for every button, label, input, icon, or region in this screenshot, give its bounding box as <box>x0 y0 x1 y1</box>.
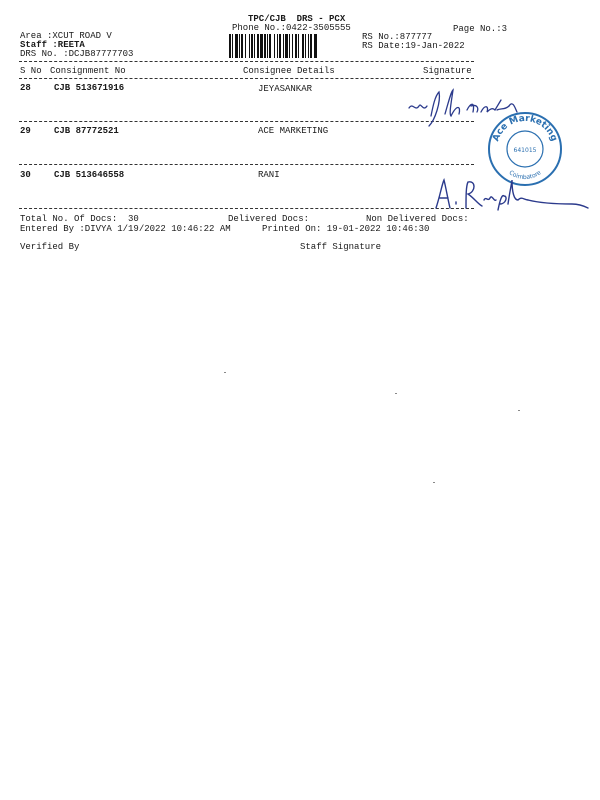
svg-text:Ace Marketing <box>491 114 558 143</box>
column-header-signature: Signature <box>423 66 472 76</box>
row-consignee: RANI <box>258 170 280 180</box>
total-docs: Total No. Of Docs: 30 <box>20 214 139 224</box>
non-delivered-docs: Non Delivered Docs: <box>366 214 469 224</box>
row-consignment-no: CJB 87772521 <box>54 126 119 136</box>
row-sno: 30 <box>20 170 31 180</box>
row-consignment-no: CJB 513671916 <box>54 83 125 93</box>
staff-label: Staff :REETA <box>20 40 85 50</box>
column-header-consignment: Consignment No <box>50 66 126 76</box>
rs-number: RS No.:877777 <box>362 32 433 42</box>
column-header-consignee: Consignee Details <box>243 66 335 76</box>
area-label: Area :XCUT ROAD V <box>20 31 112 41</box>
stamp-pin: 641015 <box>513 147 537 154</box>
row-consignment-no: CJB 513646558 <box>54 170 125 180</box>
divider <box>19 208 474 209</box>
rs-date: RS Date:19-Jan-2022 <box>362 41 465 51</box>
barcode-image <box>229 34 353 58</box>
divider <box>19 78 474 79</box>
row-consignee: JEYASANKAR <box>258 84 313 94</box>
printed-on: Printed On: 19-01-2022 10:46:30 <box>262 224 430 234</box>
divider <box>19 164 474 165</box>
staff-signature-label: Staff Signature <box>300 242 382 252</box>
row-sno: 28 <box>20 83 31 93</box>
document-title: TPC/CJB DRS - PCX <box>248 14 346 24</box>
page-number: Page No.:3 <box>453 24 508 34</box>
stamp-city: Coimbatore <box>507 169 543 182</box>
scan-speck <box>224 372 226 373</box>
row-sno: 29 <box>20 126 31 136</box>
entered-by: Entered By :DIVYA 1/19/2022 10:46:22 AM <box>20 224 231 234</box>
divider <box>19 61 474 62</box>
scan-speck <box>395 393 397 394</box>
phone-number: Phone No.:0422-3505555 <box>232 23 351 33</box>
scan-speck <box>518 410 520 411</box>
column-header-sno: S No <box>20 66 42 76</box>
stamp-name: Ace Marketing <box>491 113 559 143</box>
delivered-docs: Delivered Docs: <box>228 214 310 224</box>
handwritten-signature <box>432 174 592 214</box>
drs-number: DRS No. :DCJB87777703 <box>20 49 134 59</box>
scan-speck <box>433 482 435 483</box>
row-consignee: ACE MARKETING <box>258 126 329 136</box>
verified-by-label: Verified By <box>20 242 80 252</box>
